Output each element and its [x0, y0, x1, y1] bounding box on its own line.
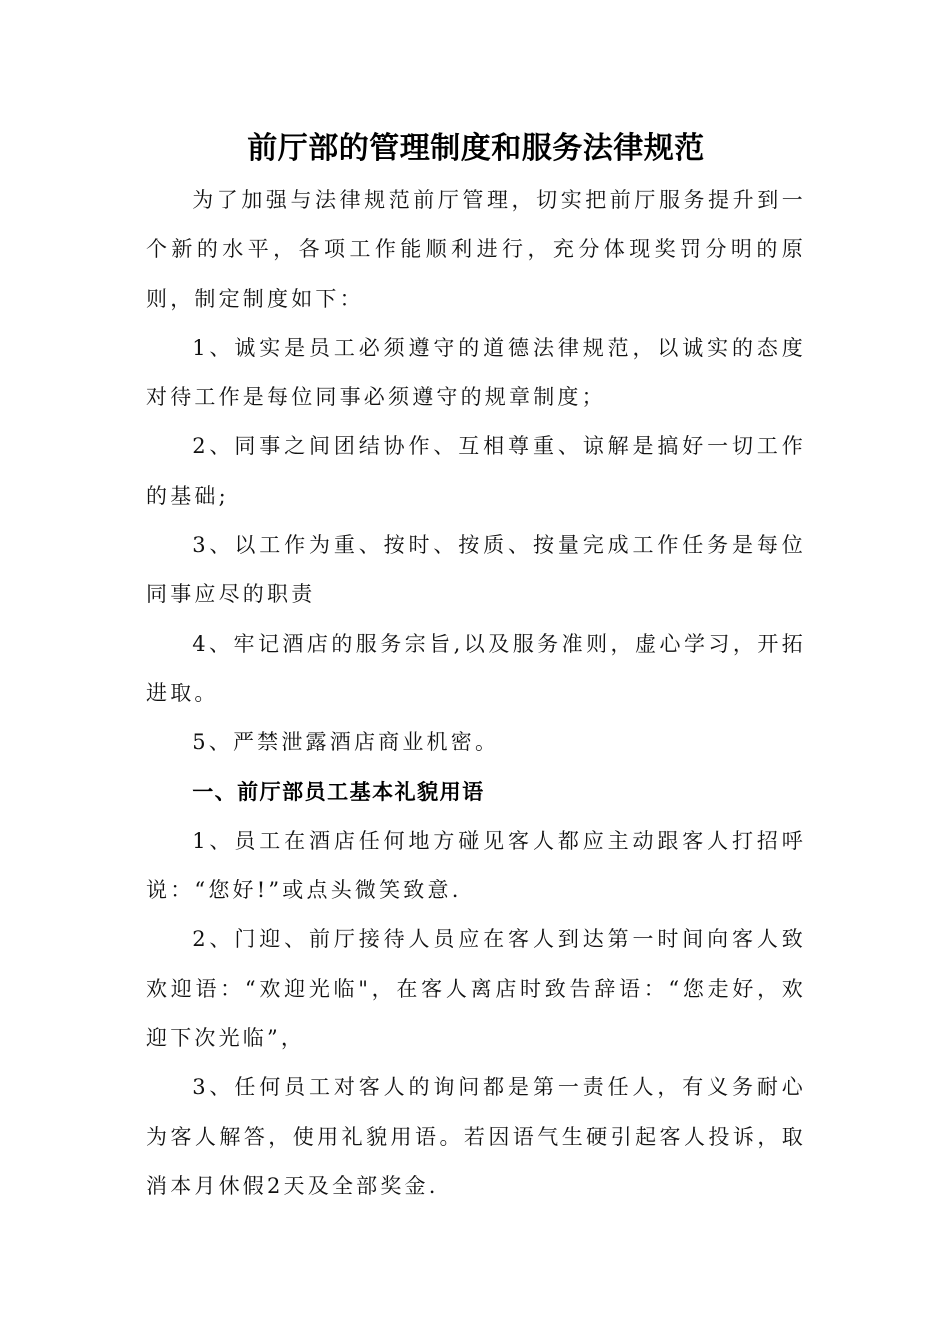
- intro-paragraph: 为了加强与法律规范前厅管理，切实把前厅服务提升到一个新的水平，各项工作能顺利进行，充分体现奖罚分明的原则，制定制度如下：: [146, 188, 806, 311]
- rule-item-2: 2、同事之间团结协作、互相尊重、谅解是搞好一切工作的基础;: [146, 434, 806, 508]
- section-heading: 一、前厅部员工基本礼貌用语: [192, 779, 485, 804]
- section-item-3: 3、任何员工对客人的询问都是第一责任人，有义务耐心为客人解答，使用礼貌用语。若因语气生硬引起客人投诉，取消本月休假2天及全部奖金.: [146, 1075, 806, 1198]
- rule-item-3: 3、以工作为重、按时、按质、按量完成工作任务是每位同事应尽的职责: [146, 533, 806, 607]
- rule-item-4: 4、牢记酒店的服务宗旨,以及服务准则，虚心学习，开拓进取。: [146, 631, 806, 705]
- section-item-1: 1、员工在酒店任何地方碰见客人都应主动跟客人打招呼说：“您好!”或点头微笑致意.: [146, 828, 806, 903]
- rule-item-1: 1、诚实是员工必须遵守的道德法律规范，以诚实的态度对待工作是每位同事必须遵守的规章制度；: [146, 335, 806, 410]
- section-item-2: 2、门迎、前厅接待人员应在客人到达第一时间向客人致欢迎语：“欢迎光临"，在客人离店时致告辞语：“您走好，欢迎下次光临”，: [146, 927, 806, 1051]
- rule-item-5: 5、严禁泄露酒店商业机密。: [192, 730, 500, 755]
- document-page: [146, 124, 806, 1211]
- document-title: 前厅部的管理制度和服务法律规范: [247, 131, 705, 166]
